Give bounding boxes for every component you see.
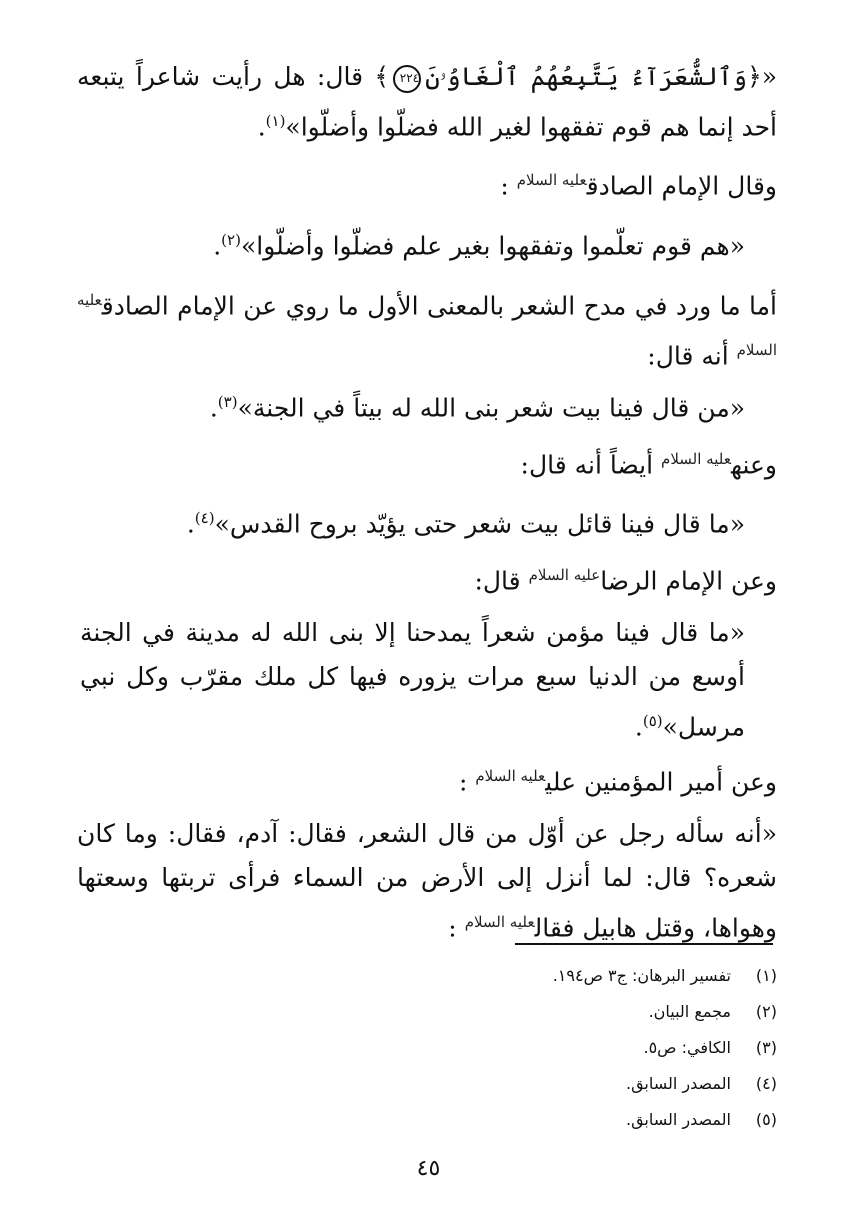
colon: : (448, 913, 457, 943)
footnote-item (277, 1066, 777, 1102)
footnote-number: (٢) (755, 1002, 777, 1021)
honorific: عليه السلام (528, 566, 601, 584)
colon: : (500, 171, 509, 201)
footnotes (277, 958, 777, 1138)
paragraph-praise-intro (77, 278, 777, 379)
footnote-text: المصدر السابق. (625, 1074, 731, 1093)
quote-adam (77, 812, 777, 950)
footnote-item (277, 958, 777, 994)
verse-text: «﴿وَٱلشُّعَرَآءُ يَتَّبِعُهُمُ ٱلْغَاوُۥنَ (425, 62, 778, 91)
quote-text: «ما قال فينا مؤمن شعراً يمدحنا إلا بنى الله له مدينة في الجنة أوسع من الدنيا سبع مرات يزوره فيها كل ملك مقرّب وكل نبي مرسل» (80, 618, 745, 742)
quote-text: «ما قال فينا قائل بيت شعر حتى يؤيّد بروح القدس» (214, 509, 745, 539)
text-end: أيضاً أنه قال: (520, 450, 654, 480)
footnote-text: مجمع البيان. (648, 1002, 731, 1021)
text: وعن أمير المؤمنين علي (545, 767, 777, 797)
footnote-ref-3[interactable]: (٣) (217, 393, 238, 411)
period: . (213, 231, 222, 261)
text: أما ما ورد في مدح الشعر بالمعنى الأول ما روي عن الإمام الصادق (101, 291, 777, 321)
text: وقال الإمام الصادق (586, 171, 777, 201)
quote-ruh-al-qudus (80, 496, 745, 546)
footnote-number: (٥) (755, 1110, 777, 1129)
verse-text-continued: ﴾ قال: هل رأيت شاعراً (135, 62, 390, 91)
honorific: عليه السلام (475, 767, 546, 785)
colon: : (458, 767, 468, 797)
quote-text: «أنه سأله رجل عن أوّل من قال الشعر، فقال: آدم، فقال: وما كان شعره؟ قال: لما أنزل إلى الأرض من السماء فرأى تربتها وسعتها وهواها، وقتل هابيل فقال (77, 819, 777, 943)
page-number: ٤٥ (416, 1156, 441, 1181)
text-end: أنه قال: (647, 341, 729, 371)
honorific: عليه السلام (464, 913, 535, 931)
footnote-ref-5[interactable]: (٥) (642, 712, 663, 730)
footnote-ref-4[interactable]: (٤) (194, 509, 215, 527)
footnote-ref-1[interactable]: (١) (265, 112, 286, 130)
footnote-number: (٣) (755, 1038, 777, 1057)
period: . (186, 509, 195, 539)
quote-bayt (80, 380, 745, 430)
footnote-item (277, 1030, 777, 1066)
footnote-text: تفسير البرهان: ج٣ ص١٩٤. (552, 966, 731, 985)
paragraph-rida-intro (77, 553, 777, 603)
paragraph-ali-intro (77, 754, 777, 804)
honorific: عليه السلام (516, 171, 587, 189)
quote-text: «من قال فينا بيت شعر بنى الله له بيتاً في الجنة» (237, 393, 745, 423)
footnote-item (277, 1102, 777, 1138)
period: . (209, 393, 218, 423)
text: وعنه (730, 450, 777, 480)
footnote-divider (515, 943, 773, 945)
footnote-item (277, 994, 777, 1030)
footnote-number: (١) (755, 966, 777, 985)
footnote-number: (٤) (755, 1074, 777, 1093)
text: وعن الإمام الرضا (600, 566, 777, 596)
footnote-text: المصدر السابق. (625, 1110, 731, 1129)
paragraph-sadiq-intro (77, 158, 777, 208)
quote-sadiq (80, 218, 745, 268)
paragraph-also (77, 437, 777, 487)
paragraph-quran-verse (77, 55, 777, 149)
period: . (257, 112, 266, 142)
honorific: عليه السلام (661, 450, 731, 468)
ayah-number-mark: ٢٢٤ (393, 65, 421, 93)
verse-explanation: يتبعه أحد إنما هم قوم تفقهوا لغير الله فضلّوا وأضلّوا» (77, 62, 777, 142)
quote-rida (80, 611, 745, 749)
honorific: عليه السلام (77, 291, 777, 360)
period: . (634, 712, 643, 742)
footnote-text: الكافي: ص٥. (643, 1038, 731, 1057)
footnote-ref-2[interactable]: (٢) (221, 231, 241, 249)
quote-text: «هم قوم تعلّموا وتفقهوا بغير علم فضلّوا وأضلّوا» (240, 231, 745, 261)
text-end: قال: (474, 566, 521, 596)
